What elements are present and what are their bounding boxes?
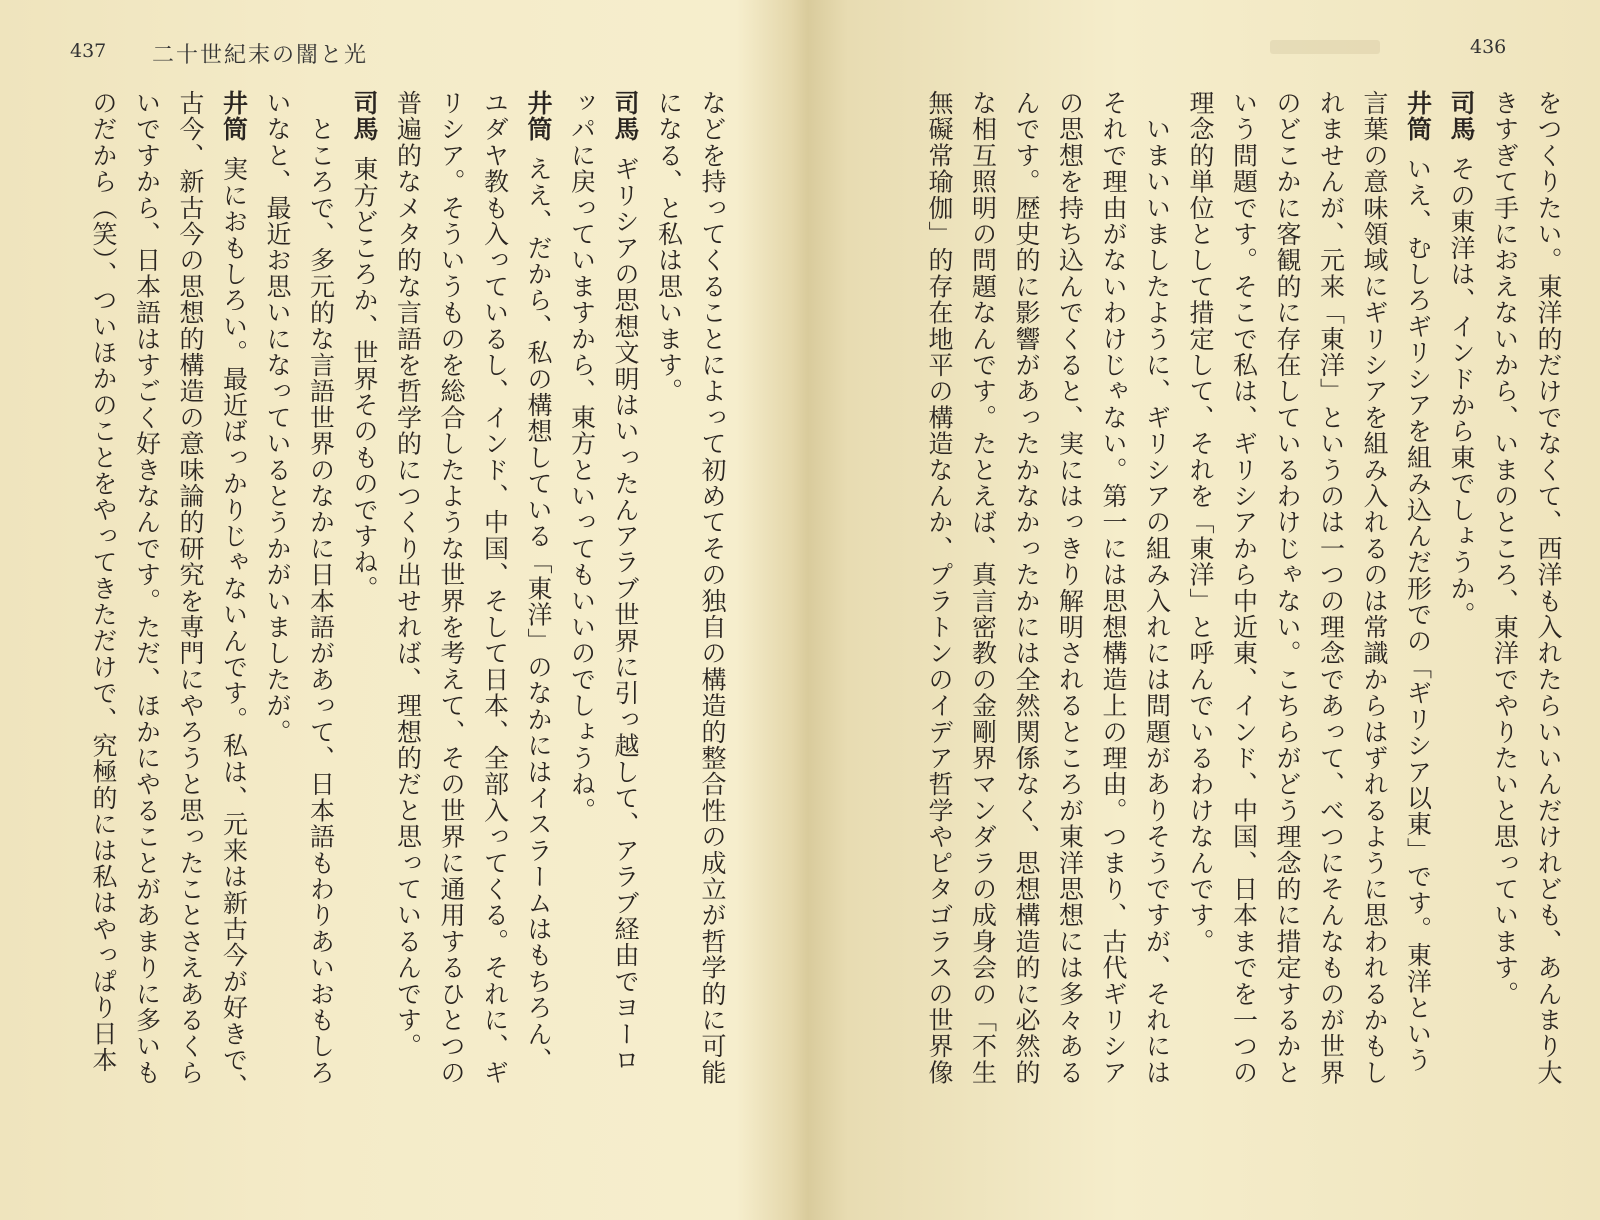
text-line	[430, 90, 474, 1130]
text-line	[1309, 90, 1353, 1130]
line-text: いなと、最近お思いになっているとうかがいましたが。	[263, 90, 292, 745]
text-line	[1396, 90, 1440, 1130]
text-line	[961, 90, 1005, 1130]
speaker-label: 井筒	[524, 90, 553, 143]
text-line	[1527, 90, 1571, 1130]
text-line	[1483, 90, 1527, 1130]
line-text: その東洋は、インドから東でしょうか。	[1447, 156, 1476, 628]
text-line	[169, 90, 213, 1130]
line-text: んです。歴史的に影響があったかなかったかには全然関係なく、思想構造的に必然的	[1012, 90, 1041, 1086]
line-text: 東方どころか、世界そのものですね。	[350, 156, 379, 602]
right-page-number: 436	[1470, 36, 1507, 58]
text-line	[473, 90, 517, 1130]
text-line	[212, 90, 256, 1130]
line-text: ところで、多元的な言語世界のなかに日本語があって、日本語もわりあいおもしろ	[306, 90, 336, 1086]
text-line	[1440, 90, 1484, 1130]
line-text: 言葉の意味領域にギリシアを組み入れるのは常識からはずれるように思われるかもし	[1360, 90, 1389, 1086]
line-text: な相互照明の問題なんです。たとえば、真言密教の金剛界マンダラの成身会の「不生	[968, 90, 998, 1086]
text-line	[1092, 90, 1136, 1130]
text-line	[1005, 90, 1049, 1130]
line-text: の思想を持ち込んでくると、実にはっきり解明されるところが東洋思想には多々ある	[1055, 90, 1085, 1086]
text-line	[517, 90, 561, 1130]
text-line	[256, 90, 300, 1130]
text-line	[691, 90, 735, 1130]
line-text: いまいいましたように、ギリシアの組み入れには問題がありそうですが、それには	[1142, 90, 1172, 1086]
line-text: 実におもしろい。最近ばっかりじゃないんです。私は、元来は新古今が好きで、	[219, 156, 249, 1100]
line-text: になる、と私は思います。	[654, 90, 684, 405]
line-text: 普遍的なメタ的な言語を哲学的につくり出せれば、理想的だと思っているんです。	[393, 90, 423, 1060]
text-line	[125, 90, 169, 1130]
line-text: それで理由がないわけじゃない。第一には思想構造上の理由。つまり、古代ギリシア	[1099, 90, 1128, 1086]
line-text: 理念的単位として措定して、それを「東洋」と呼んでいるわけなんです。	[1186, 90, 1215, 955]
text-line	[1179, 90, 1223, 1130]
line-text: きすぎて手におえないから、いまのところ、東洋でやりたいと思っています。	[1490, 90, 1520, 1007]
line-text: などを持ってくることによって初めてその独自の構造的整合性の成立が哲学的に可能	[698, 90, 727, 1086]
line-text: れませんが、元来「東洋」というのは一つの理念であって、べつにそんなものが世界	[1316, 90, 1346, 1086]
speaker-label: 司馬	[611, 90, 640, 143]
line-text: のだから（笑）、ついほかのことをやってきただけで、究極的には私はやっぱり日本	[89, 90, 118, 1074]
left-page-number: 437	[70, 40, 107, 62]
faint-running-head-smudge	[1270, 40, 1380, 54]
left-text-block	[44, 90, 734, 1130]
line-text: いですから、日本語はすごく好きなんです。ただ、ほかにやることがあまりに多いも	[132, 90, 162, 1086]
speaker-label: 司馬	[350, 90, 379, 143]
line-text: ええ、だから、私の構想している「東洋」のなかにはイスラームはもちろん、	[524, 156, 553, 1074]
line-text: いえ、むしろギリシアを組み込んだ形での「ギリシア以東」です。東洋という	[1403, 156, 1433, 1074]
text-line	[386, 90, 430, 1130]
left-page	[0, 0, 790, 1220]
text-line	[343, 90, 387, 1130]
line-text: 無礙常瑜伽」的存在地平の構造なんか、プラトンのイデア哲学やピタゴラスの世界像	[925, 90, 954, 1086]
line-text: ユダヤ教も入っているし、インド、中国、そして日本、全部入ってくる。それに、ギ	[480, 90, 510, 1086]
text-line	[604, 90, 648, 1130]
right-text-block	[870, 90, 1570, 1130]
text-line	[1222, 90, 1266, 1130]
text-line	[560, 90, 604, 1130]
speaker-label: 司馬	[1447, 90, 1476, 143]
text-line	[647, 90, 691, 1130]
text-line	[299, 90, 343, 1130]
running-head: 二十世紀末の闇と光	[152, 43, 369, 68]
line-text: ギリシアの思想文明はいったんアラブ世界に引っ越して、アラブ経由でヨーロ	[611, 156, 640, 1074]
line-text: のどこかに客観的に存在しているわけじゃない。こちらがどう理念的に措定するかと	[1273, 90, 1302, 1086]
line-text: いう問題です。そこで私は、ギリシアから中近東、インド、中国、日本までを一つの	[1229, 90, 1259, 1086]
line-text: リシア。そういうものを総合したような世界を考えて、その世界に通用するひとつの	[437, 90, 466, 1086]
text-line	[1135, 90, 1179, 1130]
speaker-label: 井筒	[219, 90, 249, 143]
line-text: をつくりたい。東洋的だけでなくて、西洋も入れたらいいんだけれども、あんまり大	[1534, 90, 1563, 1086]
text-line	[918, 90, 962, 1130]
text-line	[1353, 90, 1397, 1130]
right-page	[810, 0, 1600, 1220]
text-line	[82, 90, 126, 1130]
speaker-label: 井筒	[1403, 90, 1433, 143]
text-line	[1266, 90, 1310, 1130]
line-text: ッパに戻っていますから、東方といってもいいのでしょうね。	[567, 90, 597, 824]
text-line	[1048, 90, 1092, 1130]
line-text: 古今、新古今の思想的構造の意味論的研究を専門にやろうと思ったことさえあるくら	[176, 90, 205, 1086]
